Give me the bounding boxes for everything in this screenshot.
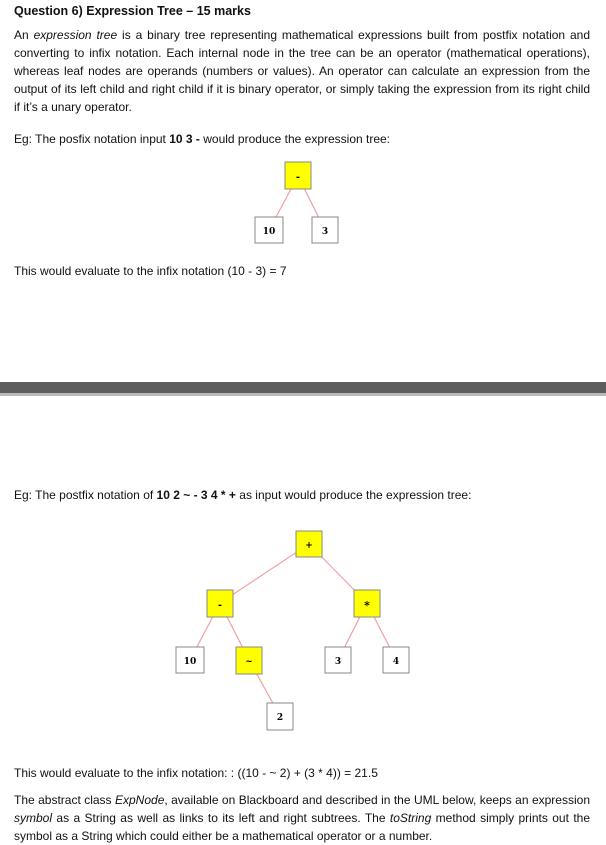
tree2-ten-node [176,647,204,673]
example2-caption: Eg: The postfix notation of 10 2 ~ - 3 4 * + as input would produce the expression tree: [14,488,472,502]
intro-paragraph: An expression tree is a binary tree representing mathematical expressions built from postfix notation and converting to infix notation. Each internal node in the tree can be an operator (mathematical operations), whereas leaf nodes are operands (numbers or values). An operator can calculate an expression from the output of its left child and right child if it is binary operator, or simply taking the expression from its right child if it’s a unary operator. [14,28,590,114]
svg-text:-: - [217,600,223,611]
svg-text:10: 10 [262,227,276,237]
example1-caption: Eg: The posfix notation input 10 3 - would produce the expression tree: [14,132,391,146]
example2-postfix: 10 2 ~ - 3 4 * + [156,488,236,502]
tree1-left-node [255,217,283,243]
svg-text:4: 4 [392,657,400,667]
tree2-two-node [267,703,293,730]
example1-tree-diagram [0,0,606,300]
svg-text:-: - [295,172,301,183]
tree2-minus-node [207,590,233,617]
symbol-field-name: symbol [14,811,53,825]
tree2-neg-node [236,647,262,674]
expression-tree-term: expression tree [33,28,118,42]
svg-text:3: 3 [334,657,342,667]
tree2-times-node [354,590,380,617]
tree2-plus-node [296,531,322,557]
svg-text:2: 2 [276,713,284,723]
example1-result: This would evaluate to the infix notation (10 - 3) = 7 [14,264,287,278]
svg-text:3: 3 [321,227,329,237]
example1-postfix: 10 3 - [169,132,200,146]
svg-text:~: ~ [245,657,253,667]
svg-text:+: + [305,541,313,551]
svg-text:*: * [364,599,370,612]
tree1-right-node [312,217,338,243]
example2-result: This would evaluate to the infix notation: : ((10 - ~ 2) + (3 * 4)) = 21.5 [14,766,378,780]
expnode-class-name: ExpNode [115,793,165,807]
tree1-root-node [285,162,311,189]
page-divider [0,382,606,396]
tree2-four-node [383,647,409,673]
tostring-method-name: toString [389,811,432,825]
question-title: Question 6) Expression Tree – 15 marks [14,4,251,18]
closing-paragraph: The abstract class ExpNode, available on Blackboard and described in the UML below, keeps an expression symbol as a String as well as links to its left and right subtrees. The toString method simply prints out the symbol as a String which could either be a mathematical operator or a number. [14,793,591,843]
example2-tree-diagram [0,520,606,750]
tree2-three-node [325,647,351,673]
svg-text:10: 10 [183,657,197,667]
